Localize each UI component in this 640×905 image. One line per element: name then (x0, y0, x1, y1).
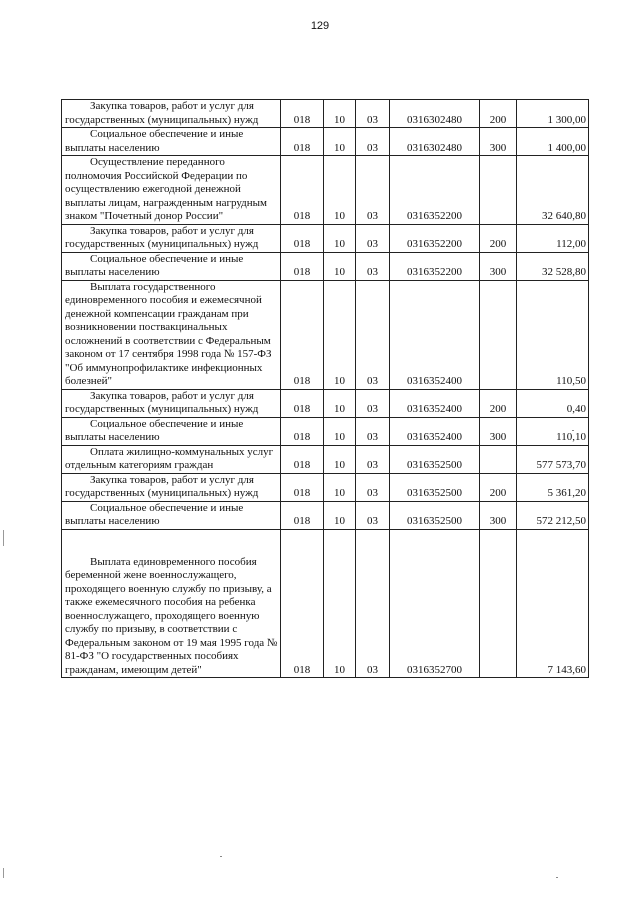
section-code: 10 (324, 445, 356, 473)
amount: 1 400,00 (517, 128, 589, 156)
table-row (62, 501, 589, 529)
section-code: 10 (324, 252, 356, 280)
subsection-code: 03 (356, 252, 390, 280)
ved-code: 018 (281, 389, 324, 417)
target-article-code: 0316352200 (390, 224, 480, 252)
ved-code: 018 (281, 417, 324, 445)
row-name: Социальное обеспечение и иные выплаты населению (62, 501, 281, 529)
table-row (62, 156, 589, 225)
expense-type-code: 200 (480, 100, 517, 128)
amount: 110,10 (517, 417, 589, 445)
section-code: 10 (324, 501, 356, 529)
amount: 7 143,60 (517, 529, 589, 678)
row-name: Оплата жилищно-коммунальных услуг отдельным категориям граждан (62, 445, 281, 473)
amount: 1 300,00 (517, 100, 589, 128)
subsection-code: 03 (356, 417, 390, 445)
section-code: 10 (324, 529, 356, 678)
subsection-code: 03 (356, 389, 390, 417)
expense-type-code (480, 529, 517, 678)
ved-code: 018 (281, 445, 324, 473)
amount: 32 528,80 (517, 252, 589, 280)
target-article-code: 0316352500 (390, 445, 480, 473)
ved-code: 018 (281, 100, 324, 128)
target-article-code: 0316302480 (390, 100, 480, 128)
table-row (62, 280, 589, 389)
ved-code: 018 (281, 252, 324, 280)
section-code: 10 (324, 128, 356, 156)
scan-margin-mark (3, 530, 4, 546)
ved-code: 018 (281, 156, 324, 225)
target-article-code: 0316352400 (390, 417, 480, 445)
subsection-code: 03 (356, 501, 390, 529)
expense-type-code: 300 (480, 252, 517, 280)
expense-type-code (480, 445, 517, 473)
section-code: 10 (324, 100, 356, 128)
row-name: Социальное обеспечение и иные выплаты населению (62, 417, 281, 445)
row-name: Закупка товаров, работ и услуг для государственных (муниципальных) нужд (62, 100, 281, 128)
expense-type-code: 300 (480, 128, 517, 156)
target-article-code: 0316352400 (390, 389, 480, 417)
row-name: Осуществление переданного полномочия Российской Федерации по осуществлению ежегодной денежной выплаты лицам, награжденным нагрудным знаком "Почетный донор России" (62, 156, 281, 225)
page-number: 129 (310, 20, 330, 32)
target-article-code: 0316352400 (390, 280, 480, 389)
subsection-code: 03 (356, 445, 390, 473)
table-row (62, 252, 589, 280)
scan-speck (556, 877, 558, 878)
subsection-code: 03 (356, 156, 390, 225)
target-article-code: 0316352200 (390, 252, 480, 280)
target-article-code: 0316352500 (390, 501, 480, 529)
ved-code: 018 (281, 280, 324, 389)
scan-speck (572, 430, 574, 431)
table-row (62, 128, 589, 156)
section-code: 10 (324, 224, 356, 252)
expense-type-code: 200 (480, 224, 517, 252)
table-row (62, 100, 589, 128)
row-name: Закупка товаров, работ и услуг для государственных (муниципальных) нужд (62, 389, 281, 417)
ved-code: 018 (281, 128, 324, 156)
amount: 577 573,70 (517, 445, 589, 473)
expense-type-code (480, 280, 517, 389)
ved-code: 018 (281, 224, 324, 252)
ved-code: 018 (281, 529, 324, 678)
row-name: Закупка товаров, работ и услуг для государственных (муниципальных) нужд (62, 224, 281, 252)
amount: 0,40 (517, 389, 589, 417)
target-article-code: 0316352500 (390, 473, 480, 501)
row-name: Выплата государственного единовременного пособия и ежемесячной денежной компенсации гражданам при возникновении поствакцинальных осложнений в соответствии с Федеральным законом от 17 сентября 1998 года № 157-ФЗ "Об иммунопрофилактике инфекционных болезней" (62, 280, 281, 389)
table-row (62, 473, 589, 501)
subsection-code: 03 (356, 128, 390, 156)
scan-margin-mark (3, 868, 4, 878)
row-name: Социальное обеспечение и иные выплаты населению (62, 252, 281, 280)
table-row (62, 529, 589, 678)
subsection-code: 03 (356, 529, 390, 678)
ved-code: 018 (281, 473, 324, 501)
row-name: Социальное обеспечение и иные выплаты населению (62, 128, 281, 156)
expense-type-code: 300 (480, 501, 517, 529)
section-code: 10 (324, 473, 356, 501)
row-name: Выплата единовременного пособия беременной жене военнослужащего, проходящего военную службу по призыву, а также ежемесячного пособия на ребенка военнослужащего, проходящего военную службу по призыву, в соответствии с Федеральным законом от 19 мая 1995 года № 81-ФЗ "О государственных пособиях гражданам, имеющим детей" (62, 529, 281, 678)
subsection-code: 03 (356, 100, 390, 128)
amount: 5 361,20 (517, 473, 589, 501)
section-code: 10 (324, 389, 356, 417)
expense-type-code: 200 (480, 389, 517, 417)
subsection-code: 03 (356, 280, 390, 389)
target-article-code: 0316352700 (390, 529, 480, 678)
amount: 572 212,50 (517, 501, 589, 529)
table-row (62, 417, 589, 445)
amount: 112,00 (517, 224, 589, 252)
table-row (62, 389, 589, 417)
section-code: 10 (324, 280, 356, 389)
ved-code: 018 (281, 501, 324, 529)
subsection-code: 03 (356, 473, 390, 501)
target-article-code: 0316352200 (390, 156, 480, 225)
amount: 110,50 (517, 280, 589, 389)
expense-type-code: 200 (480, 473, 517, 501)
amount: 32 640,80 (517, 156, 589, 225)
row-name: Закупка товаров, работ и услуг для государственных (муниципальных) нужд (62, 473, 281, 501)
table-row (62, 224, 589, 252)
target-article-code: 0316302480 (390, 128, 480, 156)
section-code: 10 (324, 156, 356, 225)
table-row (62, 445, 589, 473)
budget-table (61, 99, 589, 678)
scan-speck (220, 856, 222, 857)
section-code: 10 (324, 417, 356, 445)
expense-type-code (480, 156, 517, 225)
expense-type-code: 300 (480, 417, 517, 445)
subsection-code: 03 (356, 224, 390, 252)
